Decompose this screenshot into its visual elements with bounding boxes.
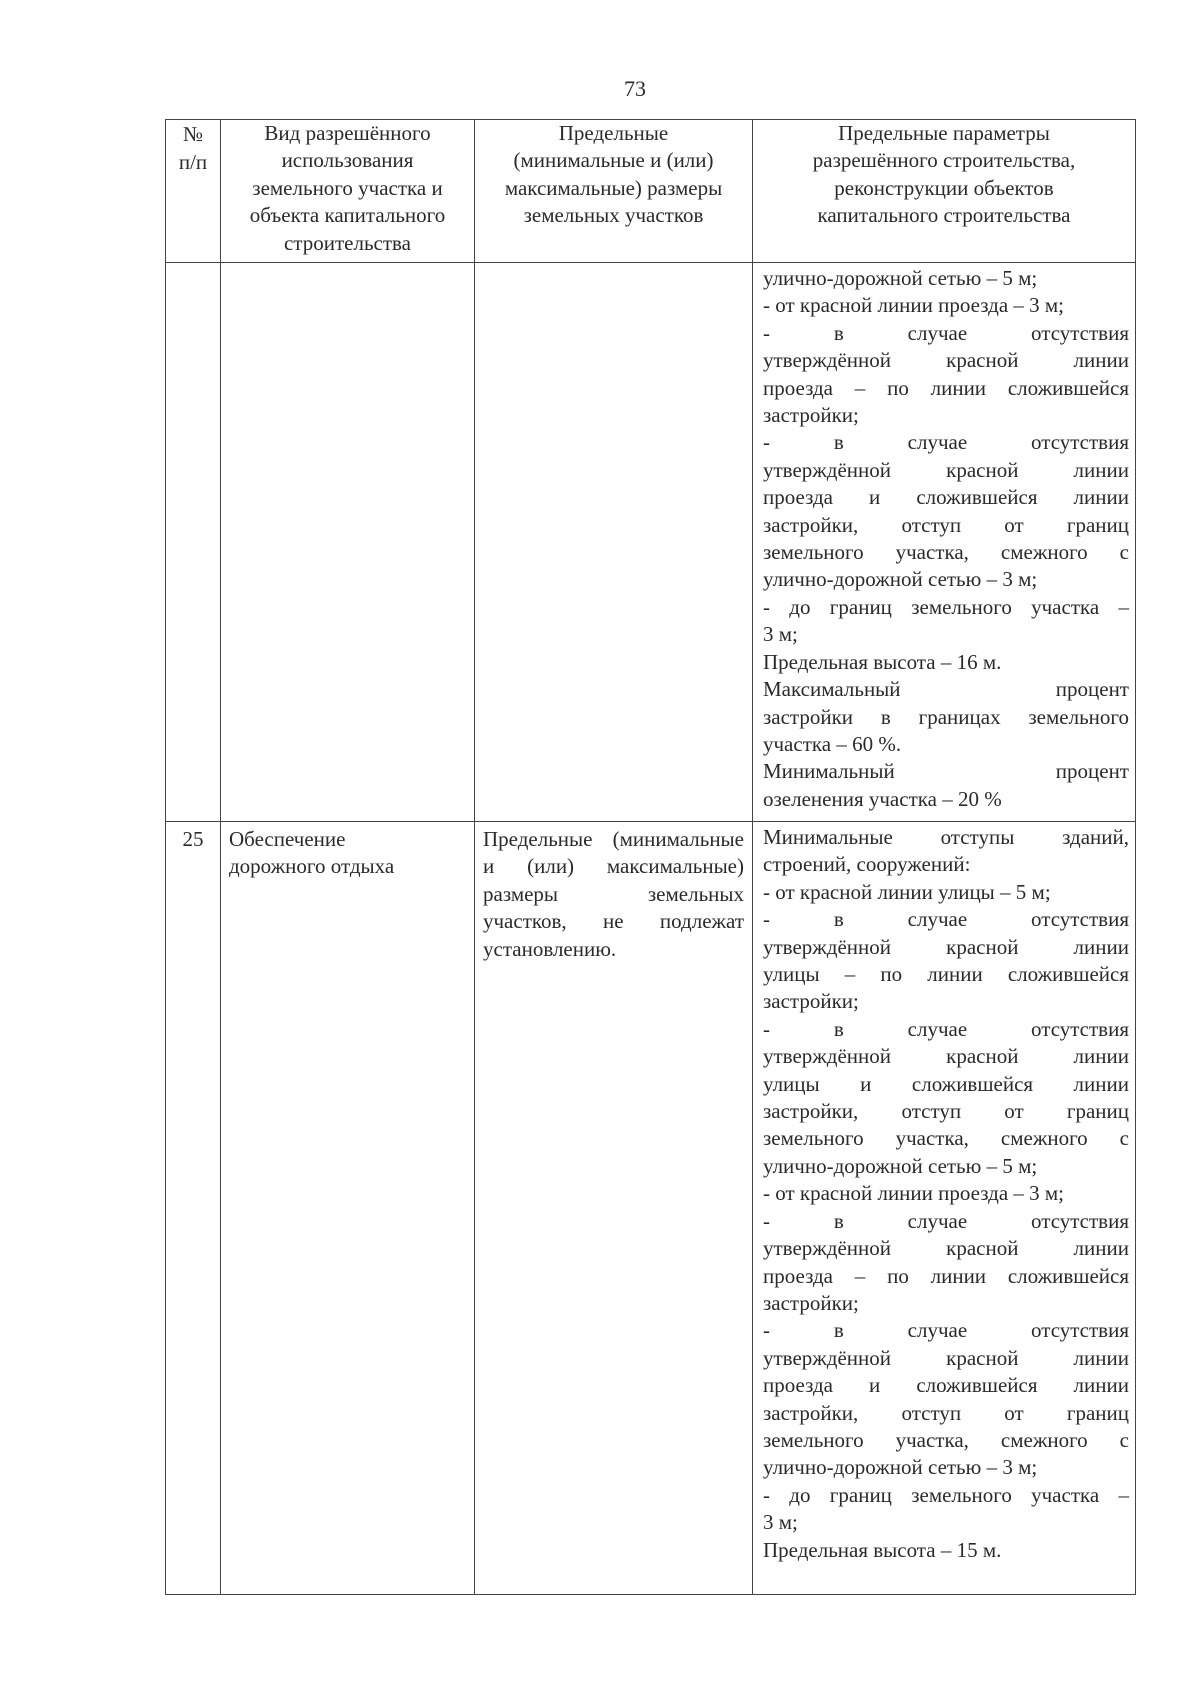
- param-line: проезда и сложившейся линии: [763, 485, 1129, 510]
- param-line: Предельная высота – 16 м.: [763, 649, 1002, 674]
- param-line: строений, сооружений:: [763, 852, 971, 877]
- param-line: застройки, отступ от границ: [763, 1400, 1129, 1425]
- param-line: озеленения участка – 20 %: [763, 786, 1002, 811]
- param-line: - от красной линии проезда – 3 м;: [763, 1181, 1065, 1206]
- cell-construction-params: [753, 822, 1136, 1595]
- header-number-text: № п/п: [178, 122, 208, 174]
- table-row: [166, 822, 1136, 1595]
- param-line: земельного участка, смежного с: [763, 1427, 1129, 1452]
- param-line: улицы – по линии сложившейся: [763, 962, 1129, 987]
- table-row: [166, 263, 1136, 822]
- cell-number: [166, 263, 221, 822]
- param-line: застройки, отступ от границ: [763, 512, 1129, 537]
- param-line: улично-дорожной сетью – 5 м;: [763, 1153, 1038, 1178]
- param-line: застройки;: [763, 1290, 859, 1315]
- param-line: утверждённой красной линии: [763, 934, 1129, 959]
- param-line: 3 м;: [763, 1510, 798, 1535]
- header-plot-sizes-text: Предельные (минимальные и (или) максимальные) размеры земельных участков: [504, 121, 723, 228]
- params-text: [753, 822, 1135, 1564]
- param-line: утверждённой красной линии: [763, 457, 1129, 482]
- header-use-type: [221, 120, 475, 263]
- param-line: утверждённой красной линии: [763, 1345, 1129, 1370]
- use-type-text: Обеспечение дорожного отдыха: [229, 827, 395, 879]
- cell-use-type: [221, 263, 475, 822]
- param-line: - до границ земельного участка –: [763, 1482, 1129, 1507]
- param-line: проезда – по линии сложившейся: [763, 375, 1129, 400]
- header-use-type-text: Вид разрешённого использования земельного участка и объекта капитального строительства: [249, 121, 446, 255]
- param-line: Минимальный процент: [763, 759, 1129, 784]
- use-type-text: [221, 263, 474, 267]
- cell-construction-params: [753, 263, 1136, 822]
- param-line: - в случае отсутствия: [763, 1318, 1129, 1343]
- plot-sizes-text: [475, 263, 752, 267]
- param-line: проезда и сложившейся линии: [763, 1373, 1129, 1398]
- header-construction-params-text: Предельные параметры разрешённого строительства, реконструкции объектов капитального строительства: [812, 121, 1076, 228]
- plot-sizes-text: Предельные (минимальные и (или) максимальные) размеры земельных участков, не подлежат установлению.: [483, 827, 744, 961]
- param-line: застройки в границах земельного: [763, 704, 1129, 729]
- header-number: [166, 120, 221, 263]
- param-line: земельного участка, смежного с: [763, 1126, 1129, 1151]
- param-line: улицы и сложившейся линии: [763, 1071, 1129, 1096]
- param-line: застройки;: [763, 989, 859, 1014]
- param-line: утверждённой красной линии: [763, 348, 1129, 373]
- param-line: улично-дорожной сетью – 5 м;: [763, 266, 1038, 290]
- param-line: Максимальный процент: [763, 677, 1129, 702]
- cell-plot-sizes: [475, 822, 753, 1595]
- param-line: 3 м;: [763, 622, 798, 647]
- cell-number: [166, 822, 221, 1595]
- cell-use-type: [221, 822, 475, 1595]
- param-line: земельного участка, смежного с: [763, 540, 1129, 565]
- regulations-table: [165, 119, 1136, 1595]
- cell-plot-sizes: [475, 263, 753, 822]
- row-number: 25: [182, 827, 204, 851]
- param-line: Минимальные отступы зданий,: [763, 825, 1129, 849]
- param-line: улично-дорожной сетью – 3 м;: [763, 1455, 1038, 1480]
- param-line: - от красной линии улицы – 5 м;: [763, 879, 1051, 904]
- param-line: утверждённой красной линии: [763, 1236, 1129, 1261]
- param-line: Предельная высота – 15 м.: [763, 1537, 1002, 1562]
- params-text: [753, 263, 1135, 813]
- param-line: - в случае отсутствия: [763, 430, 1129, 455]
- param-line: проезда – по линии сложившейся: [763, 1263, 1129, 1288]
- param-line: утверждённой красной линии: [763, 1044, 1129, 1069]
- param-line: - в случае отсутствия: [763, 1016, 1129, 1041]
- page-number: 73: [624, 76, 646, 101]
- header-construction-params: [753, 120, 1136, 263]
- param-line: - в случае отсутствия: [763, 907, 1129, 932]
- param-line: улично-дорожной сетью – 3 м;: [763, 567, 1038, 592]
- param-line: застройки, отступ от границ: [763, 1099, 1129, 1124]
- row-number: [166, 263, 220, 267]
- param-line: - от красной линии проезда – 3 м;: [763, 293, 1065, 318]
- header-row: [166, 120, 1136, 263]
- param-line: - в случае отсутствия: [763, 320, 1129, 345]
- param-line: - до границ земельного участка –: [763, 594, 1129, 619]
- header-plot-sizes: [475, 120, 753, 263]
- param-line: участка – 60 %.: [763, 731, 902, 756]
- param-line: застройки;: [763, 403, 859, 428]
- param-line: - в случае отсутствия: [763, 1208, 1129, 1233]
